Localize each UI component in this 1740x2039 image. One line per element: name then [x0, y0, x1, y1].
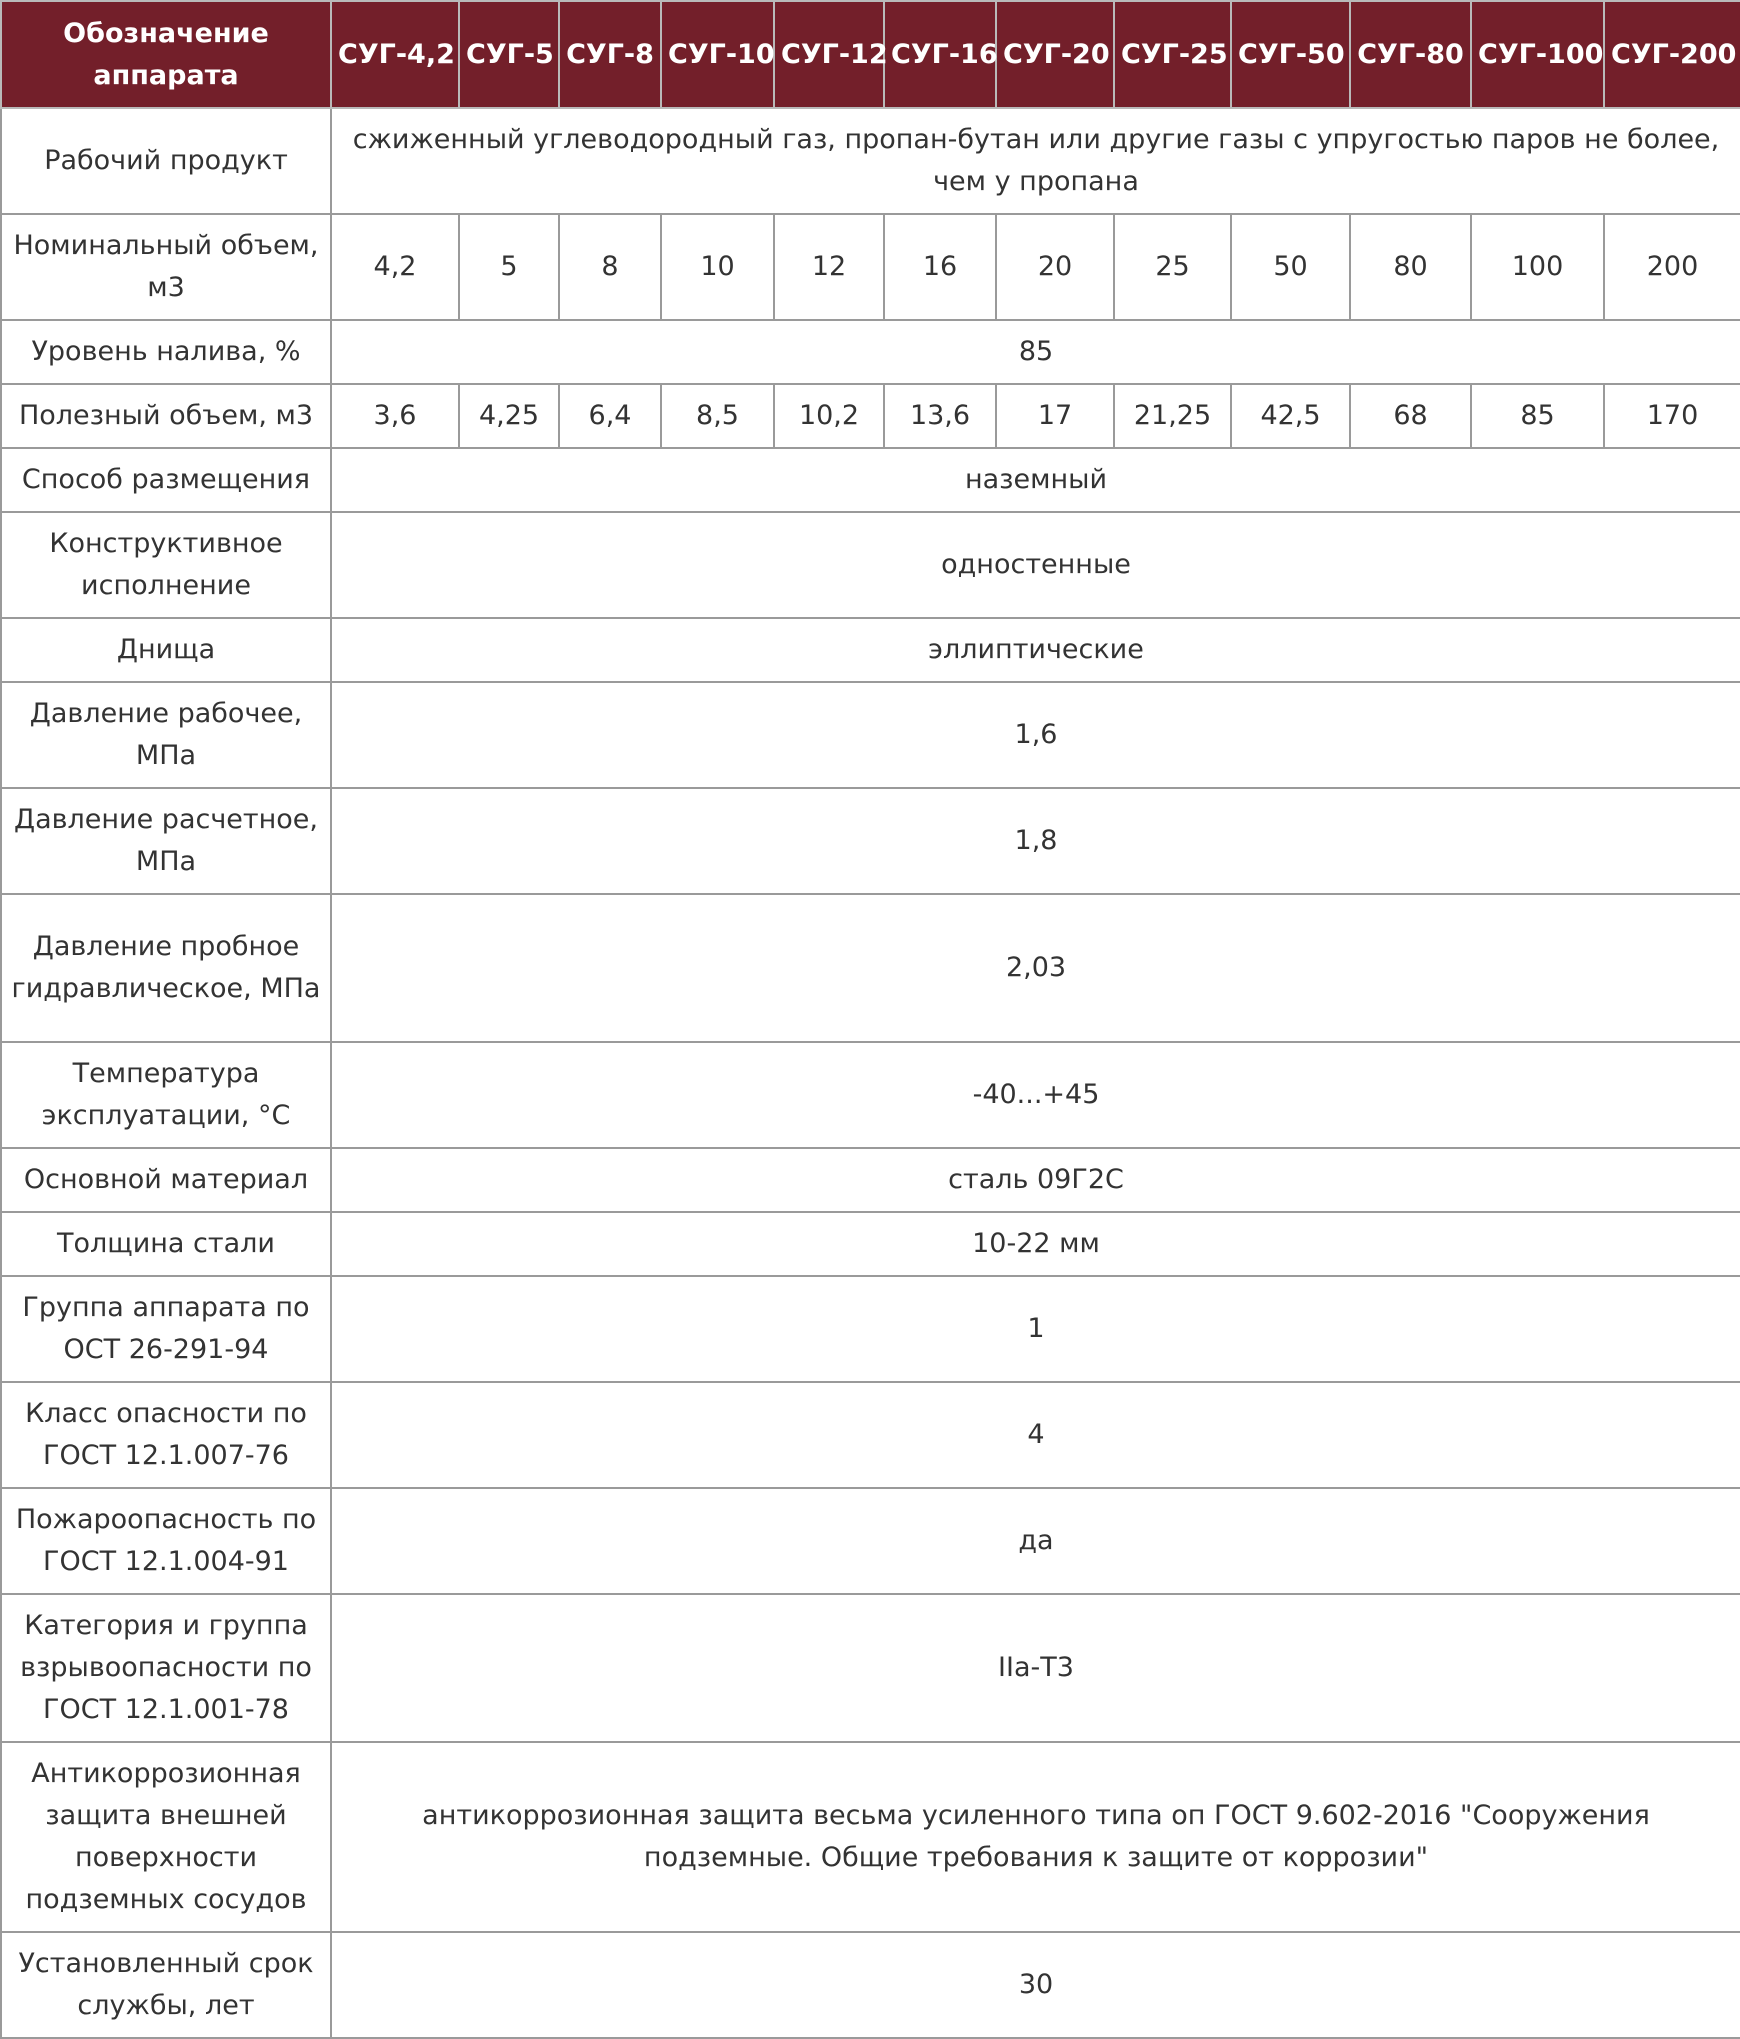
table-row	[1, 320, 1740, 384]
header-model: СУГ-4,2	[331, 1, 459, 108]
header-model: СУГ-50	[1231, 1, 1350, 108]
row-merged-value: 1,8	[331, 788, 1740, 894]
table-row	[1, 1382, 1740, 1488]
table-row	[1, 384, 1740, 448]
row-label: Пожароопасность по ГОСТ 12.1.004-91	[1, 1488, 331, 1594]
row-cell: 21,25	[1114, 384, 1231, 448]
row-merged-value: эллиптические	[331, 618, 1740, 682]
table-row	[1, 1042, 1740, 1148]
row-merged-value: антикоррозионная защита весьма усиленного типа оп ГОСТ 9.602-2016 "Сооружения подземные. Общие требования к защите от коррозии"	[331, 1742, 1740, 1932]
row-merged-value: 10-22 мм	[331, 1212, 1740, 1276]
row-cell: 5	[459, 214, 559, 320]
header-model: СУГ-5	[459, 1, 559, 108]
row-label: Температура эксплуатации, °С	[1, 1042, 331, 1148]
row-cell: 42,5	[1231, 384, 1350, 448]
row-merged-value: наземный	[331, 448, 1740, 512]
row-cell: 12	[774, 214, 884, 320]
row-cell: 8	[559, 214, 661, 320]
header-model: СУГ-25	[1114, 1, 1231, 108]
row-merged-value: 1,6	[331, 682, 1740, 788]
row-cell: 50	[1231, 214, 1350, 320]
table-row	[1, 1488, 1740, 1594]
header-model: СУГ-12	[774, 1, 884, 108]
row-cell: 68	[1350, 384, 1471, 448]
header-model: СУГ-100	[1471, 1, 1604, 108]
table-row	[1, 214, 1740, 320]
row-label: Группа аппарата по ОСТ 26-291-94	[1, 1276, 331, 1382]
header-model: СУГ-8	[559, 1, 661, 108]
table-row	[1, 788, 1740, 894]
header-model: СУГ-200	[1604, 1, 1740, 108]
row-cell: 4,2	[331, 214, 459, 320]
row-cell: 200	[1604, 214, 1740, 320]
row-label: Конструктивное исполнение	[1, 512, 331, 618]
table-row	[1, 894, 1740, 1042]
row-cell: 8,5	[661, 384, 774, 448]
row-cell: 10,2	[774, 384, 884, 448]
row-cell: 170	[1604, 384, 1740, 448]
row-label: Антикоррозионная защита внешней поверхности подземных сосудов	[1, 1742, 331, 1932]
table-row	[1, 1742, 1740, 1932]
row-cell: 17	[996, 384, 1114, 448]
row-cell: 3,6	[331, 384, 459, 448]
row-merged-value: 30	[331, 1932, 1740, 2038]
header-model: СУГ-20	[996, 1, 1114, 108]
table-row	[1, 1276, 1740, 1382]
table-row	[1, 512, 1740, 618]
row-cell: 10	[661, 214, 774, 320]
row-cell: 6,4	[559, 384, 661, 448]
row-label: Номинальный объем, м3	[1, 214, 331, 320]
row-label: Уровень налива, %	[1, 320, 331, 384]
row-label: Толщина стали	[1, 1212, 331, 1276]
row-label: Категория и группа взрывоопасности по ГОСТ 12.1.001-78	[1, 1594, 331, 1742]
row-cell: 25	[1114, 214, 1231, 320]
header-model: СУГ-16	[884, 1, 996, 108]
row-label: Способ размещения	[1, 448, 331, 512]
table-row	[1, 108, 1740, 214]
table-row	[1, 1212, 1740, 1276]
row-cell: 85	[1471, 384, 1604, 448]
row-cell: 80	[1350, 214, 1471, 320]
table-row	[1, 682, 1740, 788]
row-cell: 16	[884, 214, 996, 320]
row-label: Полезный объем, м3	[1, 384, 331, 448]
row-label: Давление пробное гидравлическое, МПа	[1, 894, 331, 1042]
header-model: СУГ-80	[1350, 1, 1471, 108]
row-label: Установленный срок службы, лет	[1, 1932, 331, 2038]
table-row	[1, 1932, 1740, 2038]
row-label: Днища	[1, 618, 331, 682]
row-merged-value: IIа-Т3	[331, 1594, 1740, 1742]
row-cell: 4,25	[459, 384, 559, 448]
row-cell: 20	[996, 214, 1114, 320]
table-row	[1, 1148, 1740, 1212]
row-merged-value: 2,03	[331, 894, 1740, 1042]
table-row	[1, 448, 1740, 512]
header-label: Обозначение аппарата	[1, 1, 331, 108]
table-row	[1, 1594, 1740, 1742]
row-cell: 13,6	[884, 384, 996, 448]
row-cell: 100	[1471, 214, 1604, 320]
row-merged-value: сталь 09Г2С	[331, 1148, 1740, 1212]
header-model: СУГ-10	[661, 1, 774, 108]
row-label: Класс опасности по ГОСТ 12.1.007-76	[1, 1382, 331, 1488]
table-row	[1, 618, 1740, 682]
row-merged-value: 1	[331, 1276, 1740, 1382]
row-label: Давление рабочее, МПа	[1, 682, 331, 788]
row-merged-value: сжиженный углеводородный газ, пропан-бутан или другие газы с упругостью паров не более, чем у пропана	[331, 108, 1740, 214]
row-merged-value: одностенные	[331, 512, 1740, 618]
row-merged-value: 85	[331, 320, 1740, 384]
row-label: Основной материал	[1, 1148, 331, 1212]
row-label: Рабочий продукт	[1, 108, 331, 214]
row-merged-value: 4	[331, 1382, 1740, 1488]
header-row	[1, 1, 1740, 108]
row-merged-value: -40...+45	[331, 1042, 1740, 1148]
row-label: Давление расчетное, МПа	[1, 788, 331, 894]
row-merged-value: да	[331, 1488, 1740, 1594]
